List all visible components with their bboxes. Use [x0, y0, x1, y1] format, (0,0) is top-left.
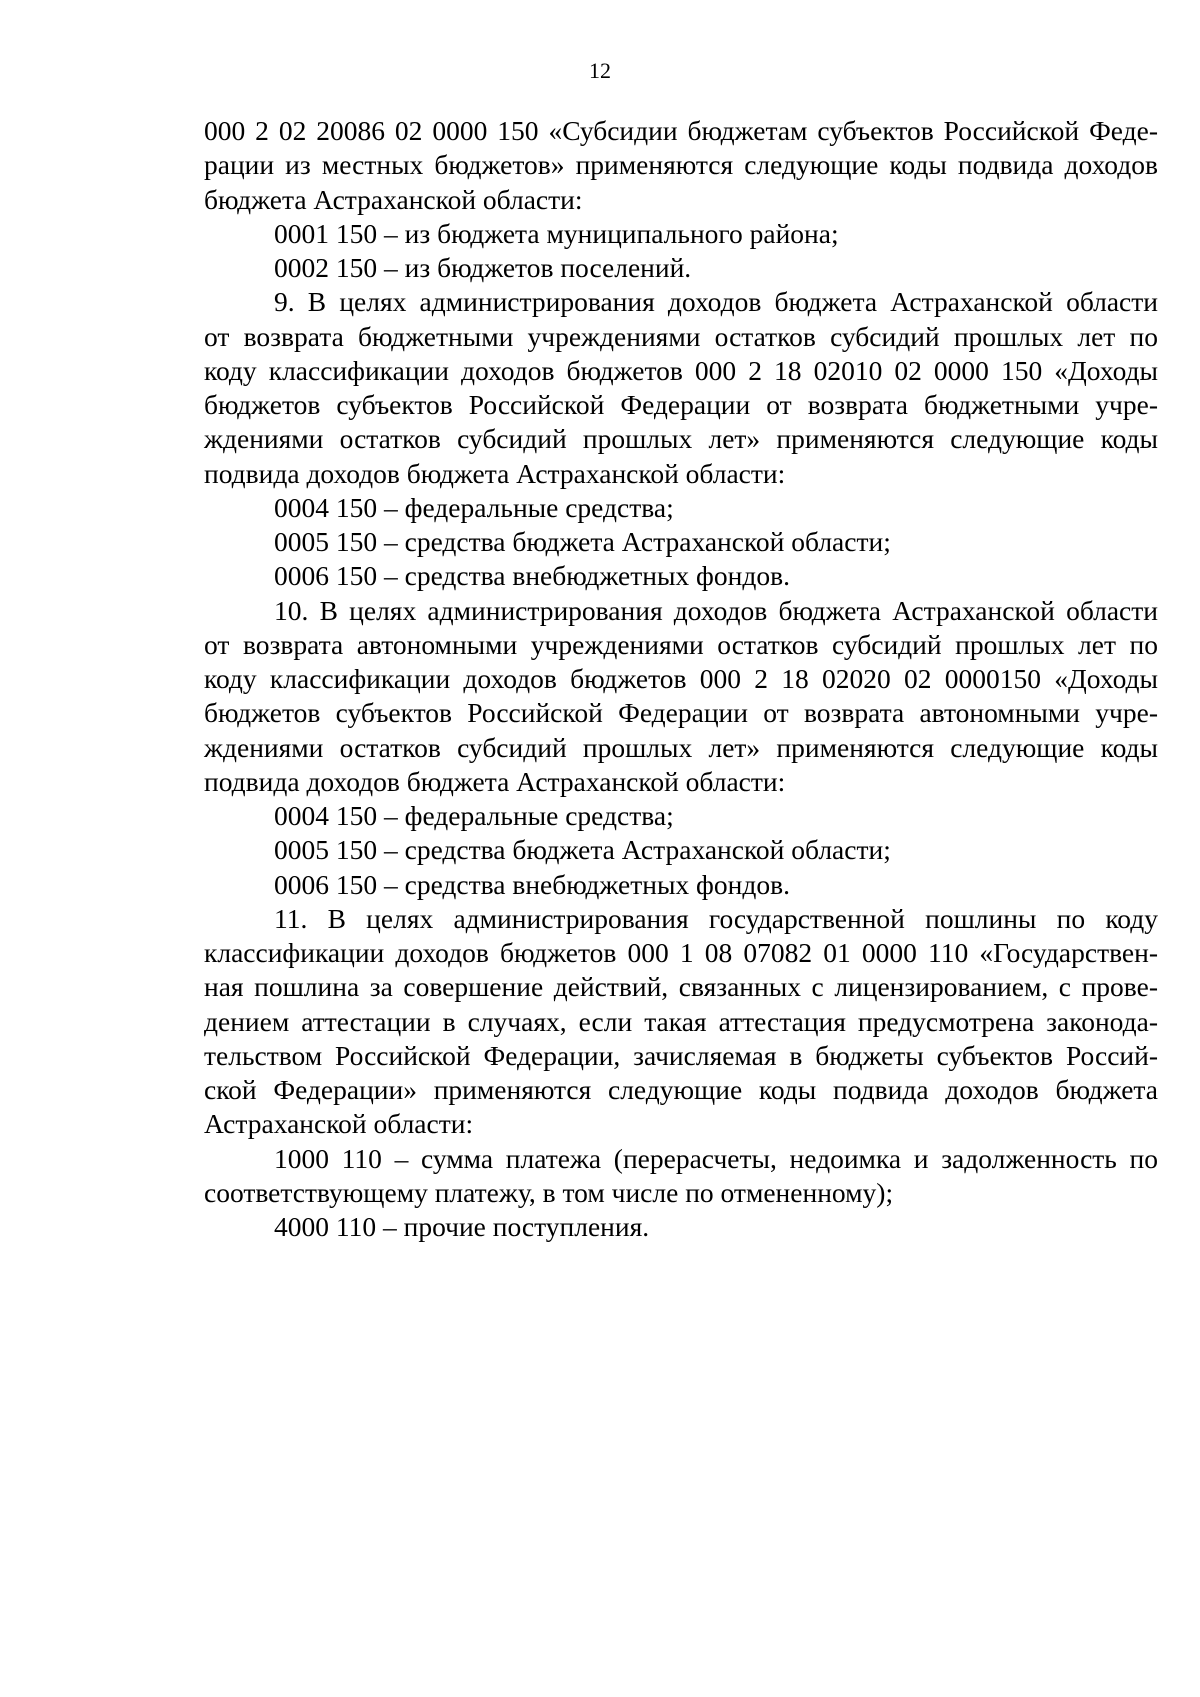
text-line: 10. В целях администрирования доходов бюджета Астраханской области: [274, 594, 1158, 626]
text-line: бюджета Астраханской области:: [204, 183, 583, 215]
text-line: классификации доходов бюджетов 000 1 08 07082 01 0000 110 «Государствен-: [204, 937, 1158, 968]
text-line: от возврата бюджетными учреждениями остатков субсидий прошлых лет по: [204, 320, 1158, 352]
text-line: бюджетов субъектов Российской Федерации от возврата бюджетными учре-: [204, 389, 1158, 420]
text-line: 0004 150 – федеральные средства;: [274, 800, 674, 831]
page-number: 12: [589, 58, 611, 83]
text-line: Астраханской области:: [204, 1108, 474, 1140]
text-line: ная пошлина за совершение действий, связанных с лицензированием, с прове-: [204, 971, 1158, 1003]
text-line: 0001 150 – из бюджета муниципального района;: [274, 217, 839, 249]
document-body: [204, 114, 1158, 1244]
text-line: рации из местных бюджетов» применяются следующие коды подвида доходов: [204, 149, 1158, 181]
text-line: подвида доходов бюджета Астраханской области:: [204, 765, 786, 797]
text-line: 1000 110 – сумма платежа (перерасчеты, недоимка и задолженность по: [274, 1142, 1158, 1174]
text-line: тельством Российской Федерации, зачисляемая в бюджеты субъектов Россий-: [204, 1039, 1158, 1071]
text-line: 0006 150 – средства внебюджетных фондов.: [274, 868, 790, 900]
text-line: подвида доходов бюджета Астраханской области:: [204, 457, 786, 489]
text-line: соответствующему платежу, в том числе по отмененному);: [204, 1176, 894, 1208]
text-line: ской Федерации» применяются следующие коды подвида доходов бюджета: [204, 1074, 1158, 1105]
text-line: коду классификации доходов бюджетов 000 2 18 02010 02 0000 150 «Доходы: [204, 354, 1158, 386]
text-line: 0006 150 – средства внебюджетных фондов.: [274, 560, 790, 592]
text-line: 9. В целях администрирования доходов бюджета Астраханской области: [274, 286, 1158, 318]
text-line: 000 2 02 20086 02 0000 150 «Субсидии бюджетам субъектов Российской Феде-: [204, 115, 1158, 146]
text-line: 11. В целях администрирования государственной пошлины по коду: [274, 902, 1158, 934]
text-line: ждениями остатков субсидий прошлых лет» применяются следующие коды: [204, 423, 1158, 455]
text-line: от возврата автономными учреждениями остатков субсидий прошлых лет по: [204, 628, 1158, 660]
text-line: ждениями остатков субсидий прошлых лет» применяются следующие коды: [204, 731, 1158, 763]
text-line: 4000 110 – прочие поступления.: [274, 1211, 650, 1242]
text-line: бюджетов субъектов Российской Федерации от возврата автономными учре-: [204, 697, 1158, 729]
text-line: коду классификации доходов бюджетов 000 2 18 02020 02 0000150 «Доходы: [204, 663, 1158, 694]
text-line: дением аттестации в случаях, если такая аттестация предусмотрена законода-: [204, 1005, 1158, 1037]
text-line: 0005 150 – средства бюджета Астраханской области;: [274, 834, 891, 866]
text-line: 0005 150 – средства бюджета Астраханской области;: [274, 526, 891, 557]
text-line: 0004 150 – федеральные средства;: [274, 491, 674, 523]
text-line: 0002 150 – из бюджетов поселений.: [274, 252, 692, 283]
